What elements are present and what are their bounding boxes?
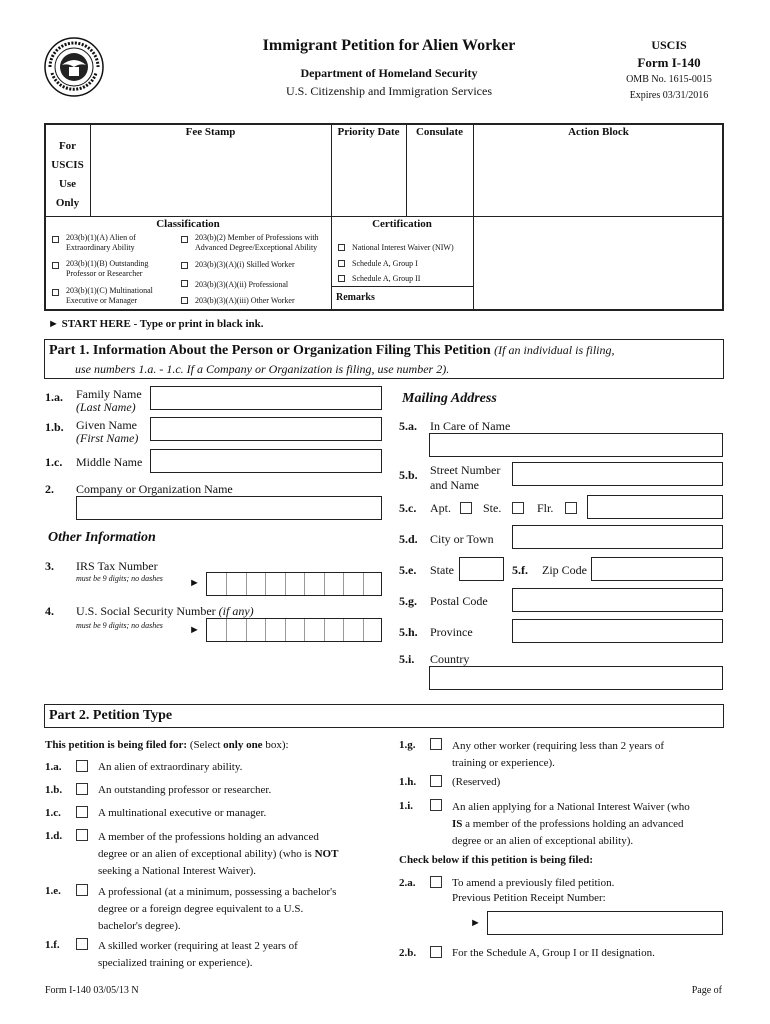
- item-2b-checkbox[interactable]: [430, 946, 442, 958]
- item-1i-checkbox[interactable]: [430, 799, 442, 811]
- ste-label: Ste.: [483, 501, 502, 515]
- item-1g-text: Any other worker (requiring less than 2 years of training or experience).: [452, 740, 664, 769]
- other-information-heading: Other Information: [48, 530, 156, 545]
- item-1i-text: An alien applying for a National Interest Waiver (who IS a member of the professions holding an advanced degree or an alien of exceptional ability).: [452, 801, 690, 847]
- field-1b-sublabel: (First Name): [76, 431, 139, 445]
- form-number: Form I-140: [637, 55, 701, 70]
- flr-checkbox[interactable]: [565, 502, 577, 514]
- field-1b-number: 1.b.: [45, 420, 64, 434]
- department-name: Department of Homeland Security: [300, 66, 478, 80]
- field-3-number: 3.: [45, 559, 54, 573]
- item-1h-text: (Reserved): [452, 776, 501, 788]
- item-1e-checkbox[interactable]: [76, 884, 88, 896]
- remarks-label: Remarks: [336, 292, 375, 303]
- part1-note-1: (If an individual is filing,: [494, 343, 615, 357]
- item-2a-text: To amend a previously filed petition. Previous Petition Receipt Number:: [452, 877, 615, 904]
- province-input[interactable]: [512, 619, 723, 643]
- family-name-input[interactable]: [150, 386, 382, 410]
- field-5i-number: 5.i.: [399, 652, 415, 666]
- middle-name-input[interactable]: [150, 449, 382, 473]
- item-2a-number: 2.a.: [399, 877, 416, 889]
- country-input[interactable]: [429, 666, 723, 690]
- field-1c-number: 1.c.: [45, 455, 63, 469]
- city-input[interactable]: [512, 525, 723, 549]
- field-5b-number: 5.b.: [399, 468, 418, 482]
- field-4-number: 4.: [45, 604, 54, 618]
- irs-tax-number-input[interactable]: [206, 572, 382, 596]
- dhs-seal: [44, 37, 104, 97]
- item-1i-number: 1.i.: [399, 800, 414, 812]
- part1-title-line: [49, 343, 614, 359]
- consulate-label: Consulate: [415, 126, 464, 138]
- item-2b-number: 2.b.: [399, 947, 417, 959]
- class-item-203b3ai: 203(b)(3)(A)(i) Skilled Worker: [195, 260, 295, 269]
- item-1a-number: 1.a.: [45, 761, 62, 773]
- item-1b-number: 1.b.: [45, 784, 63, 796]
- receipt-number-arrow: ►: [470, 917, 481, 929]
- company-name-input[interactable]: [76, 496, 382, 520]
- field-5h-label: Province: [430, 625, 473, 639]
- item-2b-text: For the Schedule A, Group I or II designation.: [452, 947, 655, 959]
- field-3-arrow: ►: [189, 577, 200, 589]
- class-item-203b2: 203(b)(2) Member of Professions with Advanced Degree/Exceptional Ability: [195, 233, 319, 252]
- form-title: Immigrant Petition for Alien Worker: [262, 37, 516, 54]
- omb-number: OMB No. 1615-0015: [626, 74, 712, 85]
- footer-page-number: Page of: [691, 985, 722, 996]
- field-5h-number: 5.h.: [399, 625, 418, 639]
- apt-checkbox[interactable]: [460, 502, 472, 514]
- agency-name: U.S. Citizenship and Immigration Services: [286, 84, 492, 98]
- class-checkbox-203b2[interactable]: [181, 236, 188, 243]
- part2-title: Part 2. Petition Type: [49, 708, 173, 723]
- cert-checkbox-niw[interactable]: [338, 244, 345, 251]
- given-name-input[interactable]: [150, 417, 382, 441]
- class-item-203b1a: 203(b)(1)(A) Alien of Extraordinary Ability: [66, 233, 136, 252]
- field-5i-label: Country: [430, 652, 470, 666]
- cert-checkbox-schedule-a-2[interactable]: [338, 275, 345, 282]
- check-below-heading: Check below if this petition is being filed:: [399, 854, 594, 866]
- field-5g-label: Postal Code: [430, 594, 488, 608]
- item-2a-checkbox[interactable]: [430, 876, 442, 888]
- field-5e-label: State: [430, 563, 454, 577]
- item-1d-checkbox[interactable]: [76, 829, 88, 841]
- item-1e-number: 1.e.: [45, 885, 61, 897]
- class-checkbox-203b1b[interactable]: [52, 262, 59, 269]
- item-1h-number: 1.h.: [399, 776, 417, 788]
- item-1a-checkbox[interactable]: [76, 760, 88, 772]
- class-checkbox-203b1a[interactable]: [52, 236, 59, 243]
- field-5d-number: 5.d.: [399, 532, 418, 546]
- item-1b-text: An outstanding professor or researcher.: [98, 784, 272, 796]
- field-1a-number: 1.a.: [45, 390, 63, 404]
- item-1a-text: An alien of extraordinary ability.: [98, 761, 243, 773]
- part1-title: Part 1. Information About the Person or Organization Filing This Petition: [49, 343, 491, 358]
- expiration-date: Expires 03/31/2016: [629, 90, 709, 101]
- item-1f-checkbox[interactable]: [76, 938, 88, 950]
- fee-stamp-label: Fee Stamp: [185, 126, 236, 138]
- item-1c-checkbox[interactable]: [76, 806, 88, 818]
- class-checkbox-203b3aii[interactable]: [181, 280, 188, 287]
- field-4-label-line: [76, 604, 254, 619]
- class-item-203b1b: 203(b)(1)(B) Outstanding Professor or Researcher: [66, 259, 149, 278]
- class-checkbox-203b3ai[interactable]: [181, 262, 188, 269]
- classification-label: Classification: [156, 218, 220, 230]
- item-1b-checkbox[interactable]: [76, 783, 88, 795]
- item-1f-number: 1.f.: [45, 939, 60, 951]
- flr-label: Flr.: [537, 501, 554, 515]
- item-1d-number: 1.d.: [45, 830, 63, 842]
- unit-number-input[interactable]: [587, 495, 723, 519]
- street-input[interactable]: [512, 462, 723, 486]
- item-1g-number: 1.g.: [399, 739, 416, 751]
- mailing-address-heading: Mailing Address: [402, 391, 497, 406]
- class-item-203b1c: 203(b)(1)(C) Multinational Executive or Manager: [66, 286, 153, 305]
- class-item-203b3aiii: 203(b)(3)(A)(iii) Other Worker: [195, 296, 295, 305]
- cert-item-schedule-a-1: Schedule A, Group I: [352, 259, 418, 268]
- field-1a-label: Family Name: [76, 387, 142, 401]
- field-3-label: IRS Tax Number: [76, 559, 158, 573]
- part2-intro: This petition is being filed for: (Select only one box):: [45, 739, 289, 751]
- item-1f-text: A skilled worker (requiring at least 2 years of specialized training or experience).: [98, 940, 298, 969]
- field-5c-number: 5.c.: [399, 501, 417, 515]
- field-4-arrow: ►: [189, 624, 200, 636]
- state-input[interactable]: [459, 557, 504, 581]
- field-5e-number: 5.e.: [399, 563, 417, 577]
- field-4-sublabel: must be 9 digits; no dashes: [76, 621, 163, 630]
- field-1a-sublabel: (Last Name): [76, 400, 136, 414]
- field-5f-number: 5.f.: [512, 563, 528, 577]
- field-5g-number: 5.g.: [399, 594, 417, 608]
- zip-code-input[interactable]: [591, 557, 723, 581]
- item-1c-text: A multinational executive or manager.: [98, 807, 267, 819]
- cert-item-niw: National Interest Waiver (NIW): [352, 243, 454, 252]
- certification-label: Certification: [372, 218, 432, 230]
- field-5a-label: In Care of Name: [430, 419, 511, 433]
- field-5f-label: Zip Code: [542, 563, 587, 577]
- for-uscis-use-only: For USCIS Use Only: [51, 140, 84, 209]
- ste-checkbox[interactable]: [512, 502, 524, 514]
- field-5d-label: City or Town: [430, 532, 494, 546]
- class-checkbox-203b3aiii[interactable]: [181, 297, 188, 304]
- class-item-203b3aii: 203(b)(3)(A)(ii) Professional: [195, 280, 289, 289]
- footer-form-edition: Form I-140 03/05/13 N: [45, 985, 139, 996]
- class-checkbox-203b1c[interactable]: [52, 289, 59, 296]
- field-2-number: 2.: [45, 482, 54, 496]
- postal-code-input[interactable]: [512, 588, 723, 612]
- cert-checkbox-schedule-a-1[interactable]: [338, 260, 345, 267]
- uscis-label: USCIS: [651, 38, 687, 52]
- in-care-of-input[interactable]: [429, 433, 723, 457]
- item-1g-checkbox[interactable]: [430, 738, 442, 750]
- field-2-label: Company or Organization Name: [76, 482, 233, 496]
- field-4-label: U.S. Social Security Number: [76, 604, 216, 618]
- cert-item-schedule-a-2: Schedule A, Group II: [352, 274, 421, 283]
- part1-note-2: use numbers 1.a. - 1.c. If a Company or Organization is filing, use number 2).: [75, 362, 450, 376]
- item-1c-number: 1.c.: [45, 807, 61, 819]
- field-1b-label: Given Name: [76, 418, 137, 432]
- item-1h-checkbox[interactable]: [430, 775, 442, 787]
- previous-receipt-number-input[interactable]: [487, 911, 723, 935]
- start-here-instruction: ► START HERE - Type or print in black ink.: [48, 318, 264, 330]
- ssn-input[interactable]: [206, 618, 382, 642]
- item-1e-text: A professional (at a minimum, possessing a bachelor's degree or a foreign degree equivalent to a U.S. bachelor's degree).: [98, 886, 337, 932]
- apt-label: Apt.: [430, 501, 451, 515]
- item-1d-text: A member of the professions holding an advanced degree or an alien of exceptional ability) (who is NOT seeking a National Interest Waiver).: [98, 831, 339, 877]
- action-block-label: Action Block: [568, 126, 629, 138]
- field-4-optional: (if any): [218, 604, 254, 618]
- field-1c-label: Middle Name: [76, 455, 143, 469]
- field-5b-label: Street Number and Name: [430, 463, 501, 492]
- field-3-sublabel: must be 9 digits; no dashes: [76, 574, 163, 583]
- priority-date-label: Priority Date: [337, 126, 400, 138]
- field-5a-number: 5.a.: [399, 419, 417, 433]
